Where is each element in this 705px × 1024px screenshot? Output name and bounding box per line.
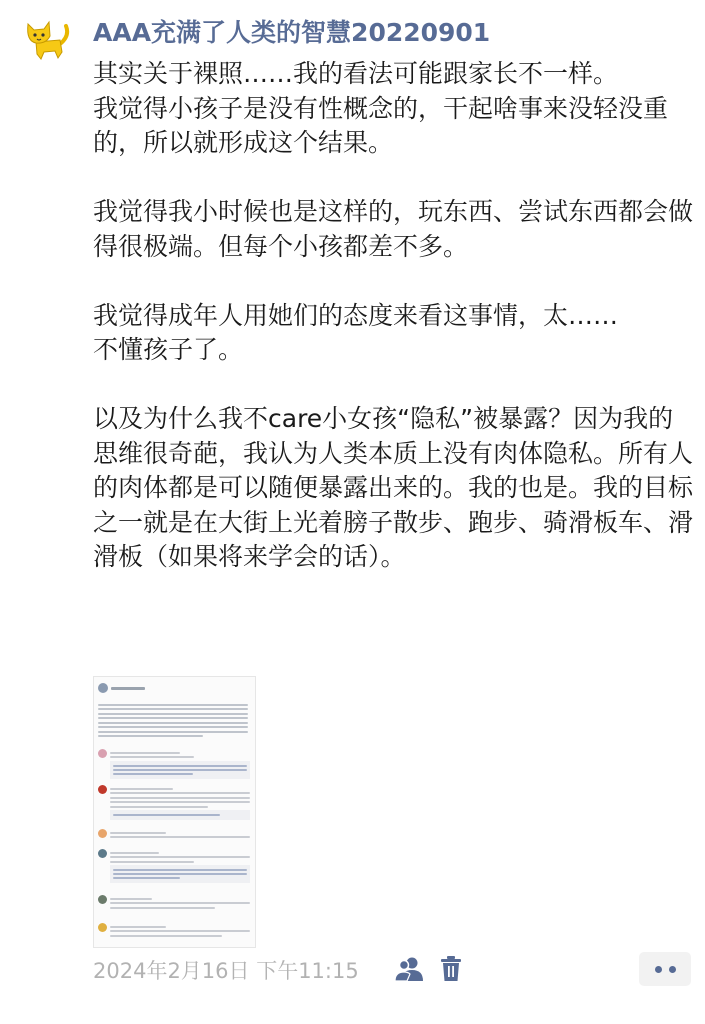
visibility-button[interactable] xyxy=(394,955,424,983)
thumb-comment xyxy=(98,749,250,779)
person-group-icon xyxy=(395,956,423,982)
post-paragraph: 我觉得成年人用她们的态度来看这事情，太…… 不懂孩子了。 xyxy=(93,300,619,364)
more-dots-icon xyxy=(655,966,662,973)
yellow-cat-icon xyxy=(22,14,72,64)
thumb-header xyxy=(98,683,145,693)
thumb-body-lines xyxy=(98,701,248,740)
thumb-comment xyxy=(98,785,250,820)
thumb-avatar xyxy=(98,683,108,693)
avatar[interactable] xyxy=(22,14,72,64)
thumb-comment xyxy=(98,895,250,911)
post-timestamp: 2024年2月16日 下午11:15 xyxy=(93,959,359,983)
thumb-name-line xyxy=(111,687,145,690)
trash-icon xyxy=(440,956,462,982)
more-button[interactable] xyxy=(639,952,691,986)
post-paragraph: 以及为什么我不care小女孩“隐私”被暴露？因为我的思维很奇葩，我认为人类本质上没有肉体隐私。所有人的肉体都是可以随便暴露出来的。我的也是。我的目标之一就是在大街上光着膀子散步、跑步、骑滑板车、滑滑板（如果将来学会的话）。 xyxy=(93,404,694,571)
thumb-comment xyxy=(98,849,250,883)
post-text xyxy=(93,57,693,575)
attached-image[interactable] xyxy=(93,676,256,948)
thumb-comment xyxy=(98,923,250,939)
thumb-comment xyxy=(98,829,250,841)
post-paragraph: 其实关于裸照……我的看法可能跟家长不一样。 我觉得小孩子是没有性概念的，干起啥事来没轻没重的，所以就形成这个结果。 xyxy=(93,59,669,157)
post-paragraph: 我觉得我小时候也是这样的，玩东西、尝试东西都会做得很极端。但每个小孩都差不多。 xyxy=(93,197,694,261)
delete-button[interactable] xyxy=(436,955,466,983)
more-dots-icon-dot xyxy=(669,966,676,973)
post-author[interactable]: AAA充满了人类的智慧20220901 xyxy=(93,18,491,47)
